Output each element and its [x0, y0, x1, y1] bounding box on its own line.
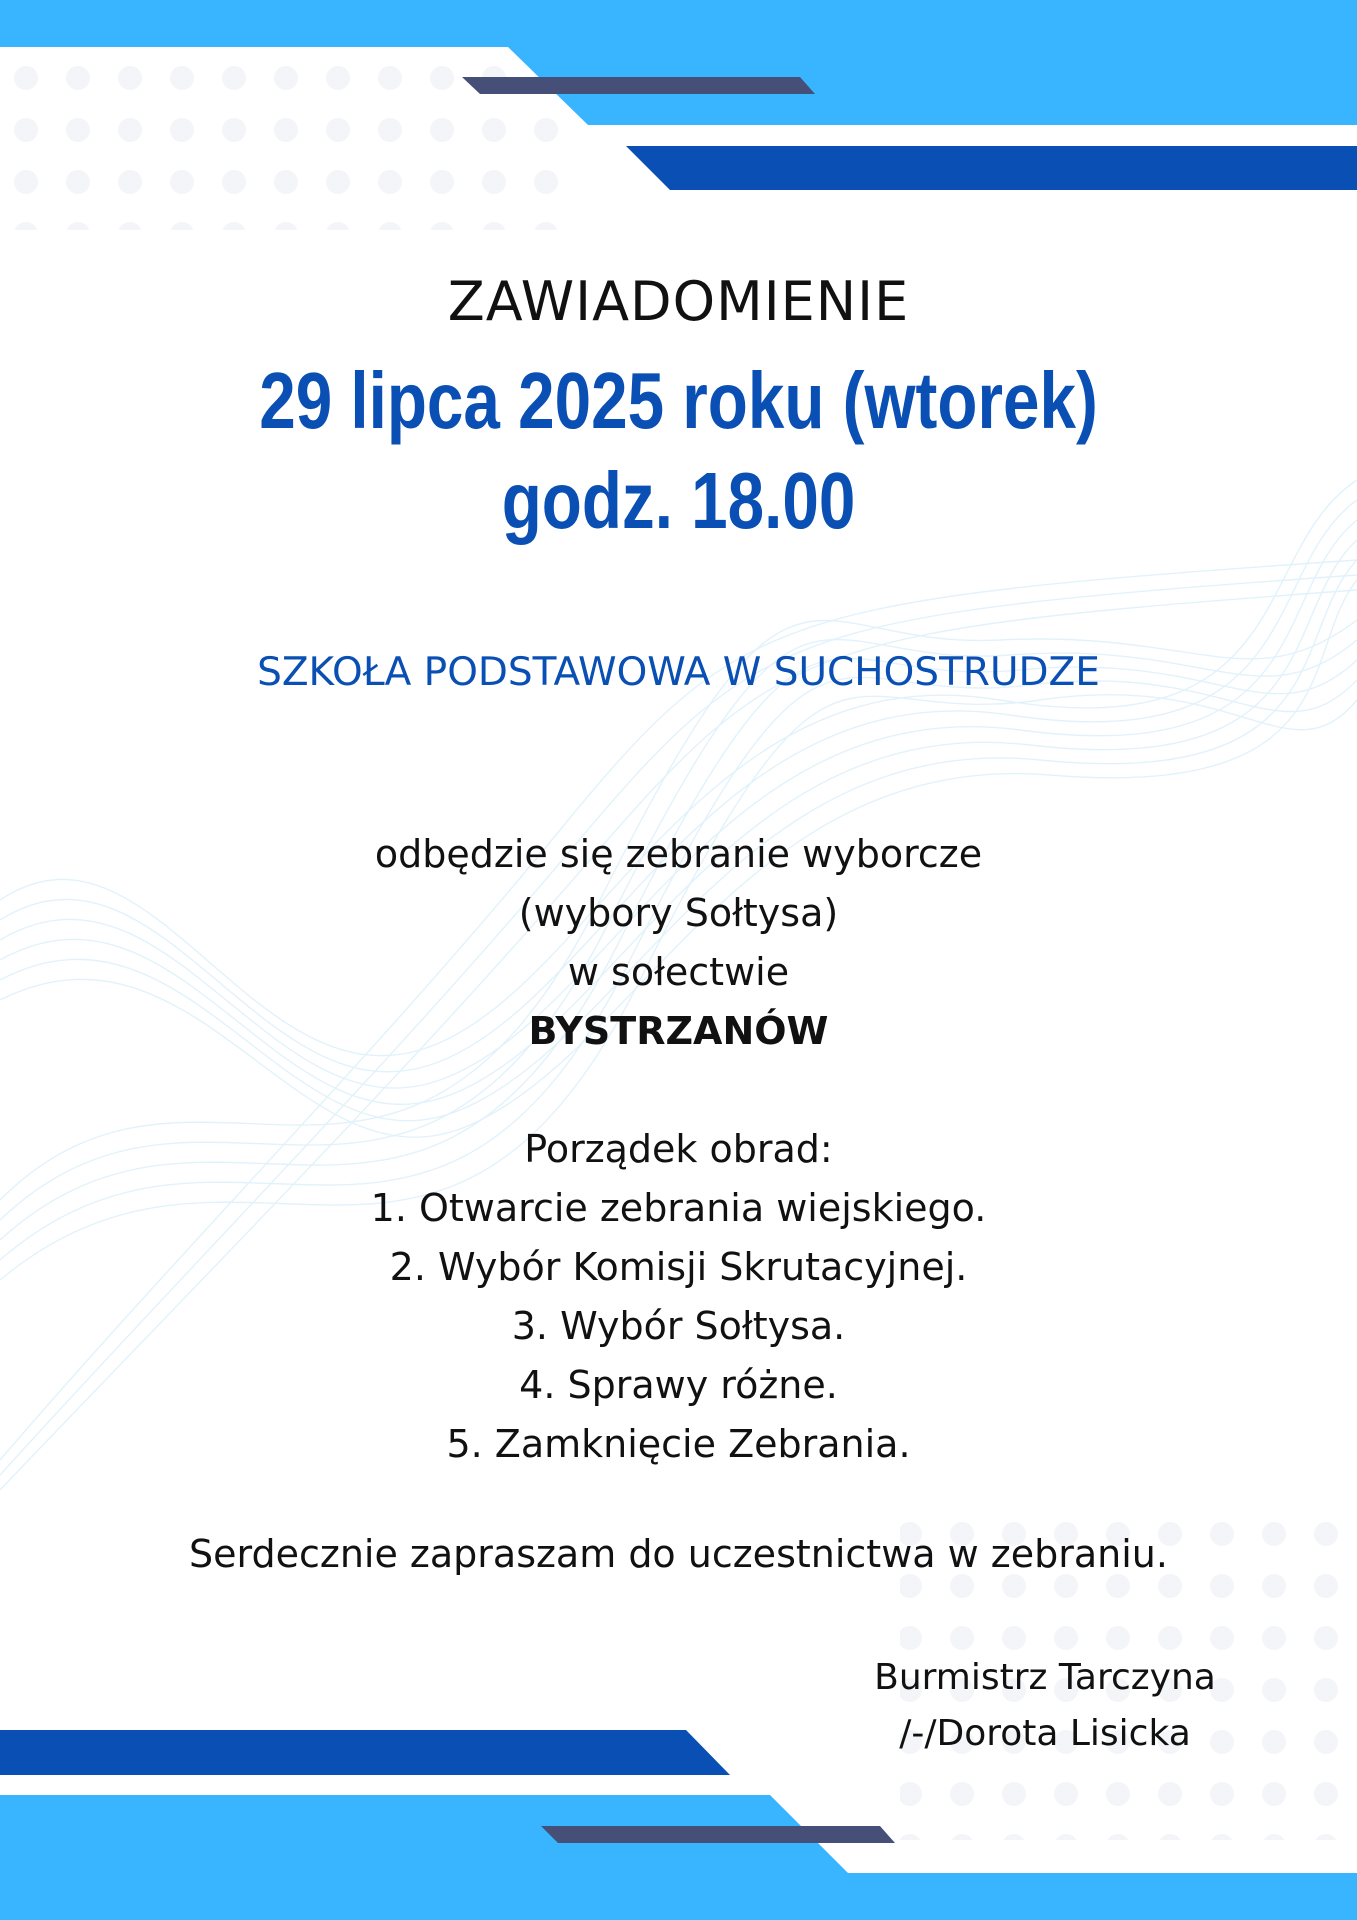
invitation-text: Serdecznie zapraszam do uczestnictwa w zebraniu. — [189, 1532, 1168, 1576]
agenda-item: 1. Otwarcie zebrania wiejskiego. — [370, 1186, 987, 1230]
top-slate-stripe — [462, 77, 815, 94]
description-line-1: odbędzie się zebranie wyborcze — [374, 832, 983, 876]
meeting-venue: SZKOŁA PODSTAWOWA W SUCHOSTRUDZE — [257, 650, 1100, 695]
signature-role: Burmistrz Tarczyna — [874, 1657, 1216, 1698]
description-line-3: w sołectwie — [567, 950, 790, 994]
bottom-dark-blue-band — [0, 1730, 730, 1775]
agenda-item: 4. Sprawy różne. — [519, 1363, 838, 1407]
notice-title: ZAWIADOMIENIE — [447, 270, 910, 333]
agenda — [0, 1120, 1357, 1474]
agenda-item: 5. Zamknięcie Zebrania. — [446, 1422, 911, 1466]
village-name: BYSTRZANÓW — [528, 1009, 829, 1053]
signature-name: /-/Dorota Lisicka — [899, 1713, 1191, 1754]
description-line-2: (wybory Sołtysa) — [518, 891, 839, 935]
bottom-slate-stripe — [541, 1826, 895, 1843]
top-dark-blue-band — [626, 146, 1357, 190]
meeting-time: godz. 18.00 — [501, 456, 856, 545]
agenda-item: 3. Wybór Sołtysa. — [511, 1304, 846, 1348]
signature-block — [845, 1650, 1245, 1762]
meeting-date: 29 lipca 2025 roku (wtorek) — [259, 356, 1098, 445]
agenda-heading: Porządek obrad: — [524, 1127, 833, 1171]
meeting-description — [0, 825, 1357, 1061]
agenda-item: 2. Wybór Komisji Skrutacyjnej. — [389, 1245, 968, 1289]
